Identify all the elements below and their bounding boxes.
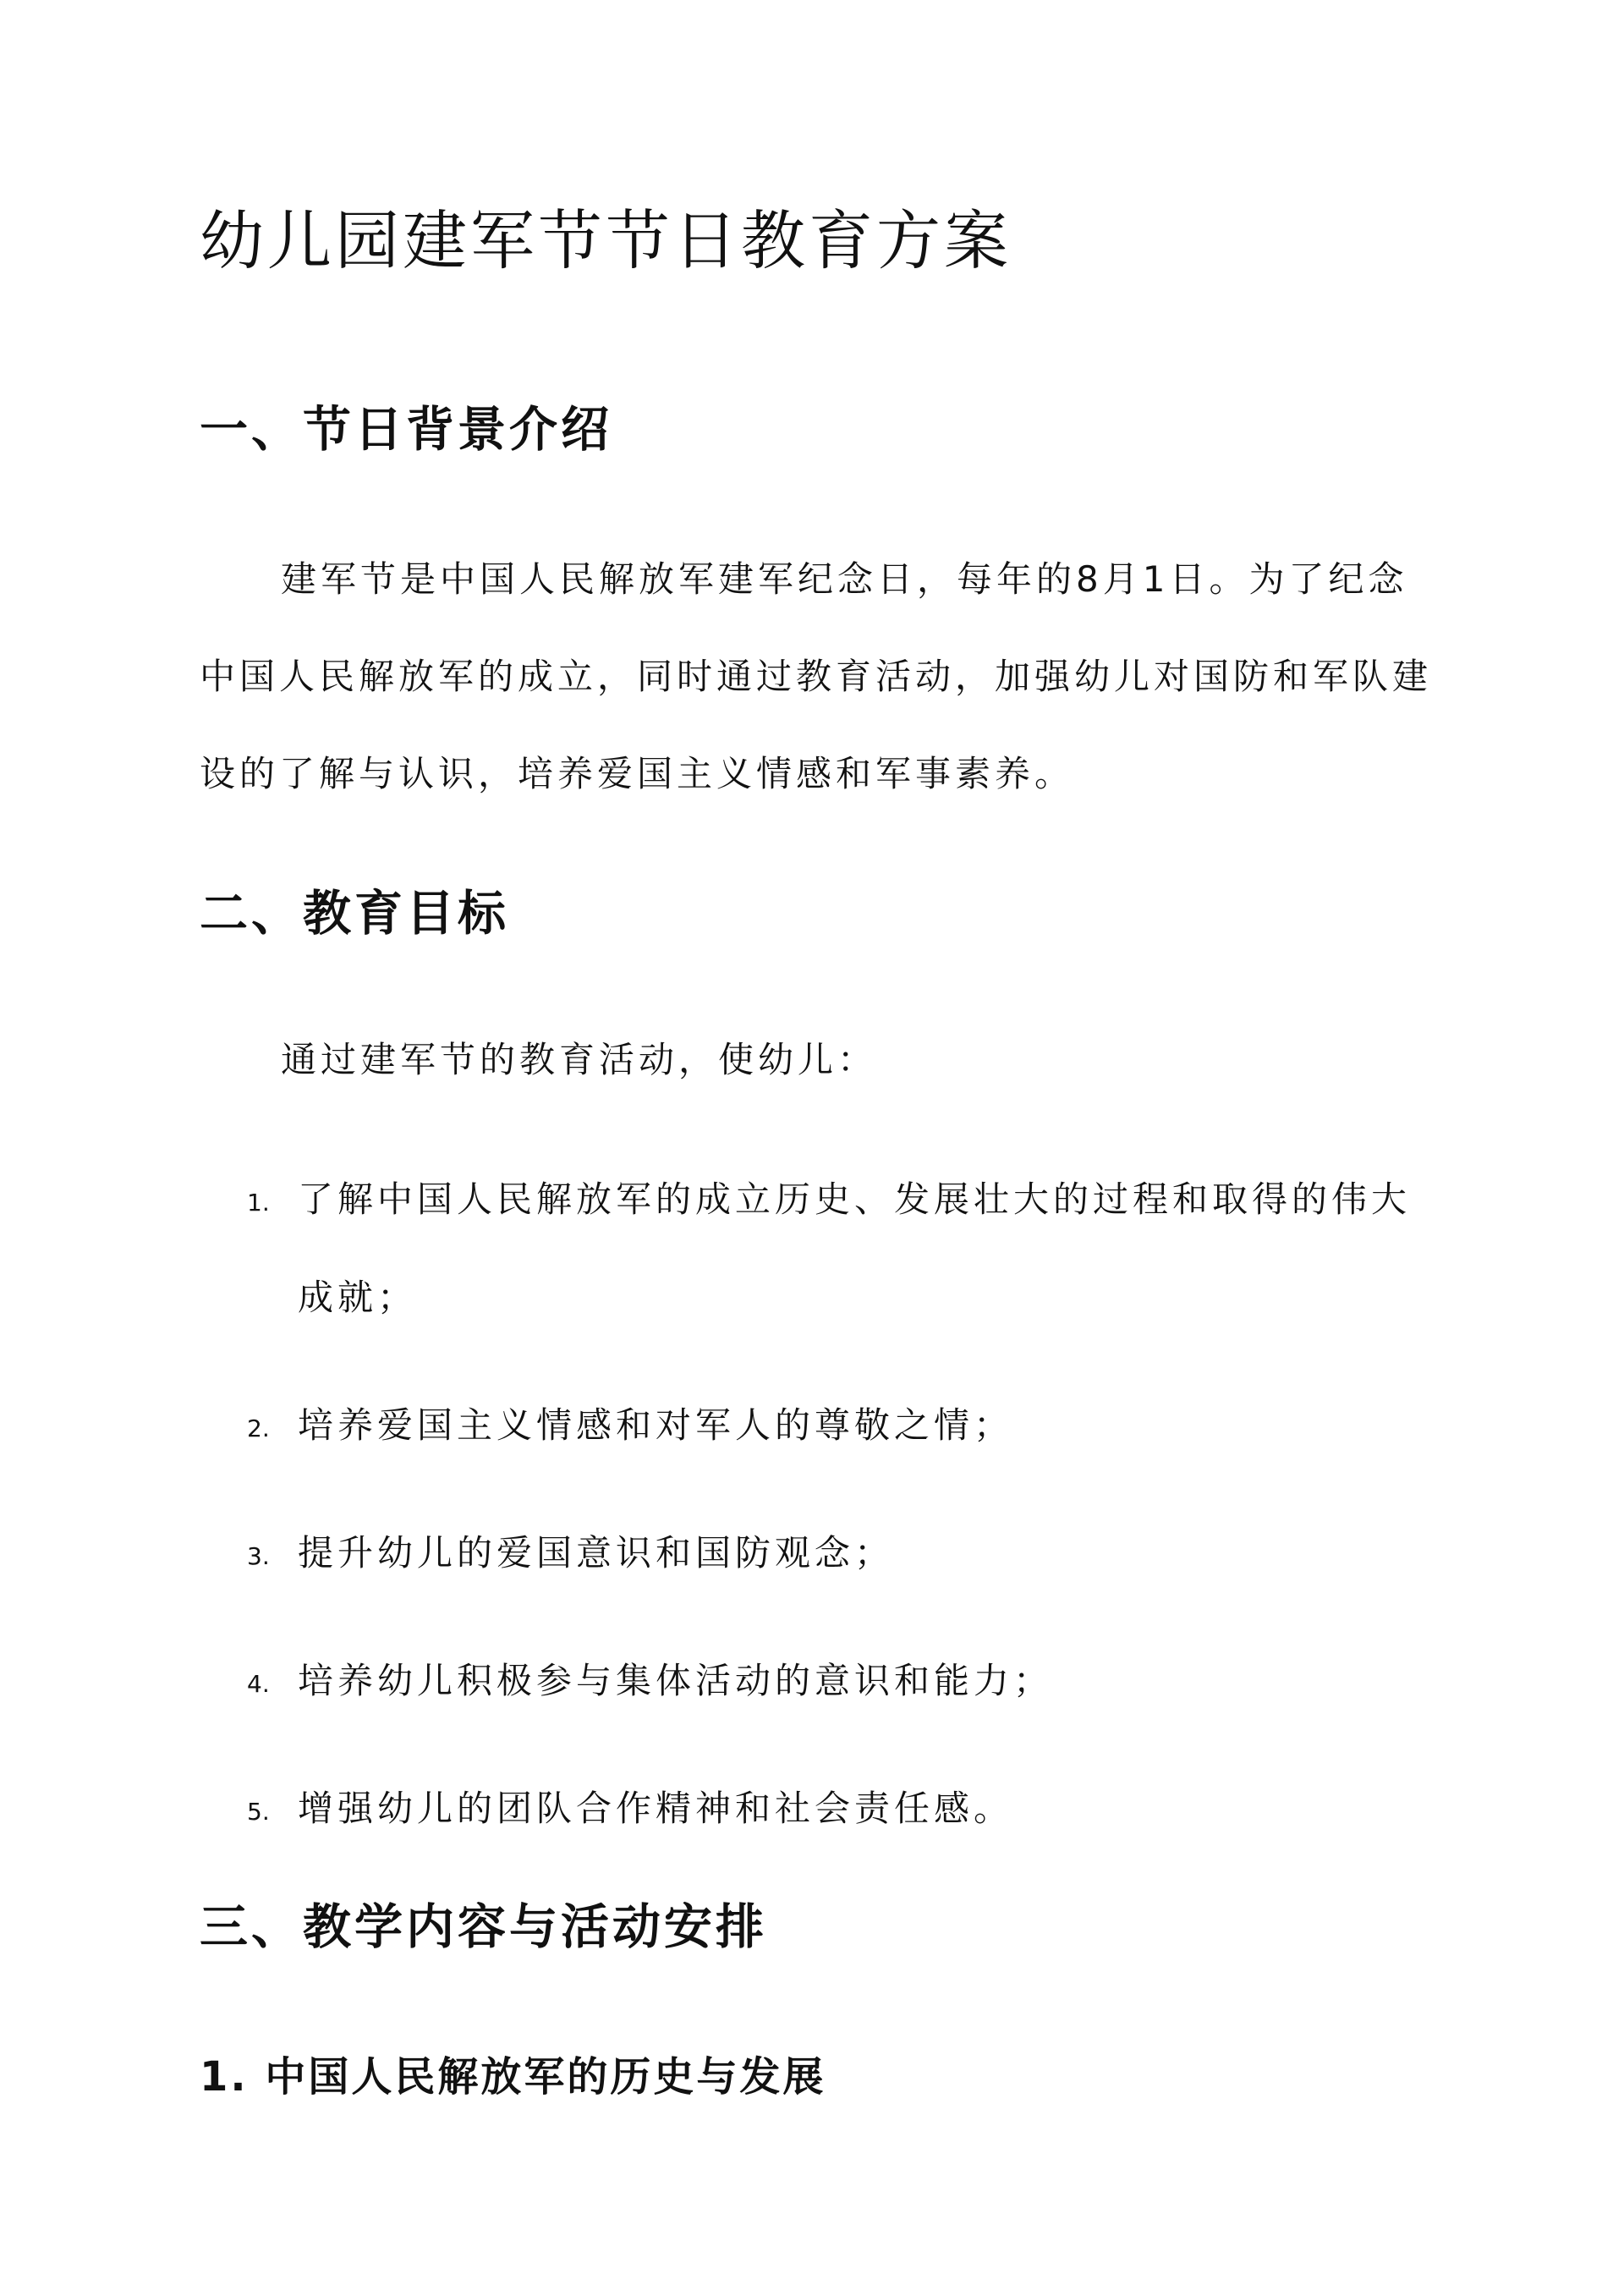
goal-item — [200, 1632, 1443, 1730]
goal-number: 3. — [247, 1542, 270, 1570]
goal-item — [200, 1760, 1443, 1858]
goal-item — [200, 1151, 1443, 1347]
goal-item — [200, 1504, 1443, 1602]
goals-intro: 通过建军节的教育活动，使幼儿： — [281, 1039, 878, 1080]
subsection-heading-history: 1. 中国人民解放军的历史与发展 — [200, 2053, 826, 2101]
section-heading-activities: 三、教学内容与活动安排 — [200, 1899, 767, 1955]
document-title: 幼儿园建军节节日教育方案 — [200, 203, 1012, 278]
goal-number: 5. — [247, 1798, 270, 1826]
goal-number: 2. — [247, 1414, 270, 1442]
goal-item — [200, 1376, 1443, 1475]
goals-list — [200, 1151, 1443, 1887]
goal-text: 了解中国人民解放军的成立历史、发展壮大的过程和取得的伟大成就； — [298, 1178, 1412, 1318]
goal-text: 增强幼儿的团队合作精神和社会责任感。 — [298, 1788, 1014, 1829]
goal-number: 1. — [247, 1189, 270, 1217]
goal-text: 培养幼儿积极参与集体活动的意识和能力； — [298, 1660, 1054, 1701]
goal-text: 提升幼儿的爱国意识和国防观念； — [298, 1532, 895, 1574]
background-paragraph: 建军节是中国人民解放军建军纪念日，每年的8月1日。为了纪念中国人民解放军的成立，同时通过教育活动，加强幼儿对国防和军队建设的了解与认识，培养爱国主义情感和军事素养。 — [200, 558, 1433, 794]
goal-number: 4. — [247, 1670, 270, 1698]
section-heading-goals: 二、教育目标 — [200, 886, 509, 942]
section-heading-background: 一、节日背景介绍 — [200, 402, 612, 458]
goal-text: 培养爱国主义情感和对军人的尊敬之情； — [298, 1404, 1014, 1446]
